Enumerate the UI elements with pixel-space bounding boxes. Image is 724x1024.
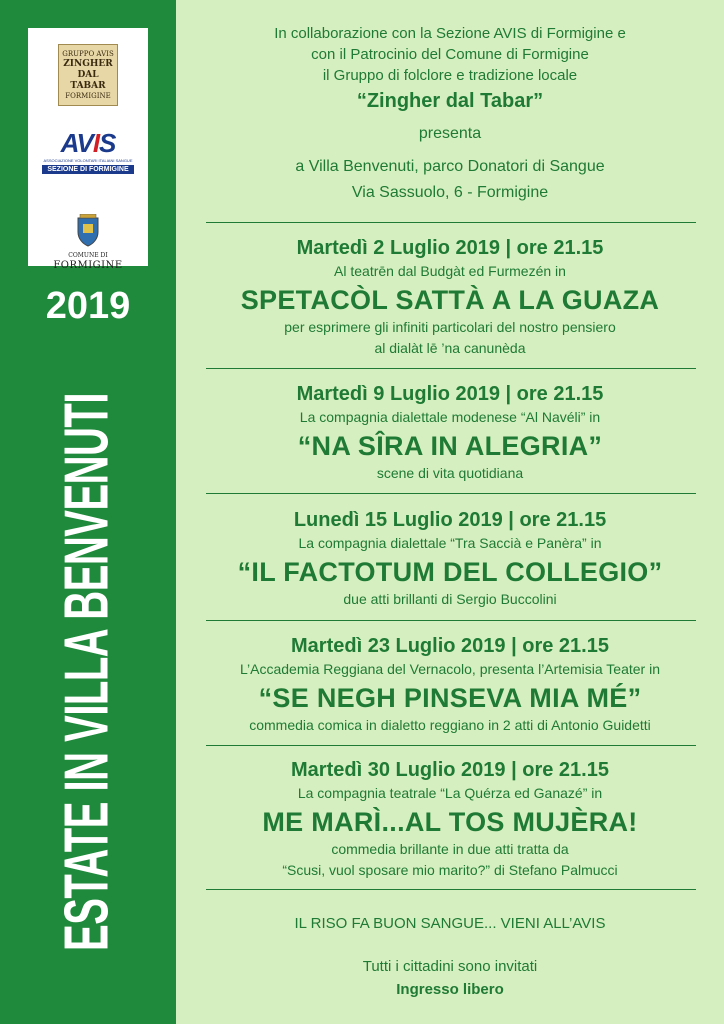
vertical-title: ESTATE IN VILLA BENVENUTI — [53, 393, 122, 951]
entry-free-label: Ingresso libero — [396, 981, 504, 998]
event-title: “IL FACTOTUM DEL COLLEGIO” — [237, 557, 663, 587]
avis-tagline: ASSOCIAZIONE VOLONTARI ITALIANI SANGUE — [43, 158, 133, 163]
event-title: SPETACÒL SATTÀ A LA GUAZA — [240, 285, 660, 315]
divider — [206, 620, 696, 621]
venue-line: Via Sassuolo, 6 - Formigine — [351, 184, 549, 201]
event-description: al dialàt lē ’na canunèda — [374, 340, 526, 356]
event-date: Martedì 30 Luglio 2019 | ore 21.15 — [291, 759, 609, 781]
event-date: Martedì 9 Luglio 2019 | ore 21.15 — [296, 383, 604, 405]
avis-logo — [42, 130, 134, 174]
event-description: scene di vita quotidiana — [376, 465, 524, 481]
logo-text: ZINGHER — [63, 58, 113, 69]
event-title: “SE NEGH PINSEVA MIA MÉ” — [258, 683, 642, 713]
group-name: “Zingher dal Tabar” — [356, 90, 544, 112]
event-description: due atti brillanti di Sergio Buccolini — [343, 591, 557, 607]
event-title: “NA SÎRA IN ALEGRIA” — [297, 431, 603, 461]
event-company: La compagnia dialettale “Tra Saccià e Panèra” in — [298, 535, 602, 551]
logo-text: FORMIGINE — [65, 91, 111, 100]
presenta-label: presenta — [418, 125, 482, 142]
event-date: Martedì 2 Luglio 2019 | ore 21.15 — [296, 237, 604, 259]
event-company: L’Accademia Reggiana del Vernacolo, presenta l’Artemisia Teater in — [240, 661, 660, 677]
sponsor-logos-panel — [28, 28, 148, 271]
main-content — [176, 0, 724, 1024]
event-company: Al teatrēn dal Budgàt ed Furmezén in — [334, 263, 566, 279]
event-description: per esprimere gli infiniti particolari del nostro pensiero — [284, 319, 616, 335]
event-company: La compagnia dialettale modenese “Al Navéli” in — [299, 409, 601, 425]
event-title: ME MARÌ...AL TOS MUJÈRA! — [262, 807, 638, 837]
event-company: La compagnia teatrale “La Quérza ed Ganazé” in — [297, 785, 603, 801]
event-date: Martedì 23 Luglio 2019 | ore 21.15 — [291, 635, 609, 657]
venue-line: a Villa Benvenuti, parco Donatori di Sangue — [295, 158, 605, 175]
comune-name: FORMIGINE — [53, 260, 123, 271]
divider — [206, 493, 696, 494]
divider — [206, 368, 696, 369]
comune-label: COMUNE DI — [68, 252, 108, 259]
slogan: IL RISO FA BUON SANGUE... VIENI ALL’AVIS — [294, 915, 606, 932]
logo-text: GRUPPO AVIS — [62, 49, 114, 58]
year-label: 2019 — [45, 285, 131, 327]
intro-line: il Gruppo di folclore e tradizione locale — [322, 67, 578, 84]
event-description: commedia brillante in due atti tratta da — [331, 841, 569, 857]
intro-line: In collaborazione con la Sezione AVIS di Formigine e — [274, 25, 626, 42]
intro-line: con il Patrocinio del Comune di Formigine — [311, 46, 589, 63]
event-date: Lunedì 15 Luglio 2019 | ore 21.15 — [293, 509, 607, 531]
divider — [206, 889, 696, 890]
event-description: “Scusi, vuol sposare mio marito?” di Stefano Palmucci — [282, 862, 618, 878]
event-description: commedia comica in dialetto reggiano in 2 atti di Antonio Guidetti — [249, 717, 651, 733]
invite-line: Tutti i cittadini sono invitati — [362, 958, 538, 975]
logo-text: DAL TABAR — [70, 69, 106, 91]
avis-wordmark: AVIS — [60, 128, 116, 158]
avis-section: SEZIONE DI FORMIGINE — [42, 165, 134, 174]
comune-crest-icon — [74, 214, 102, 248]
divider — [206, 745, 696, 746]
divider — [206, 222, 696, 223]
sidebar — [0, 0, 176, 1024]
zingher-dal-tabar-logo — [58, 44, 118, 106]
